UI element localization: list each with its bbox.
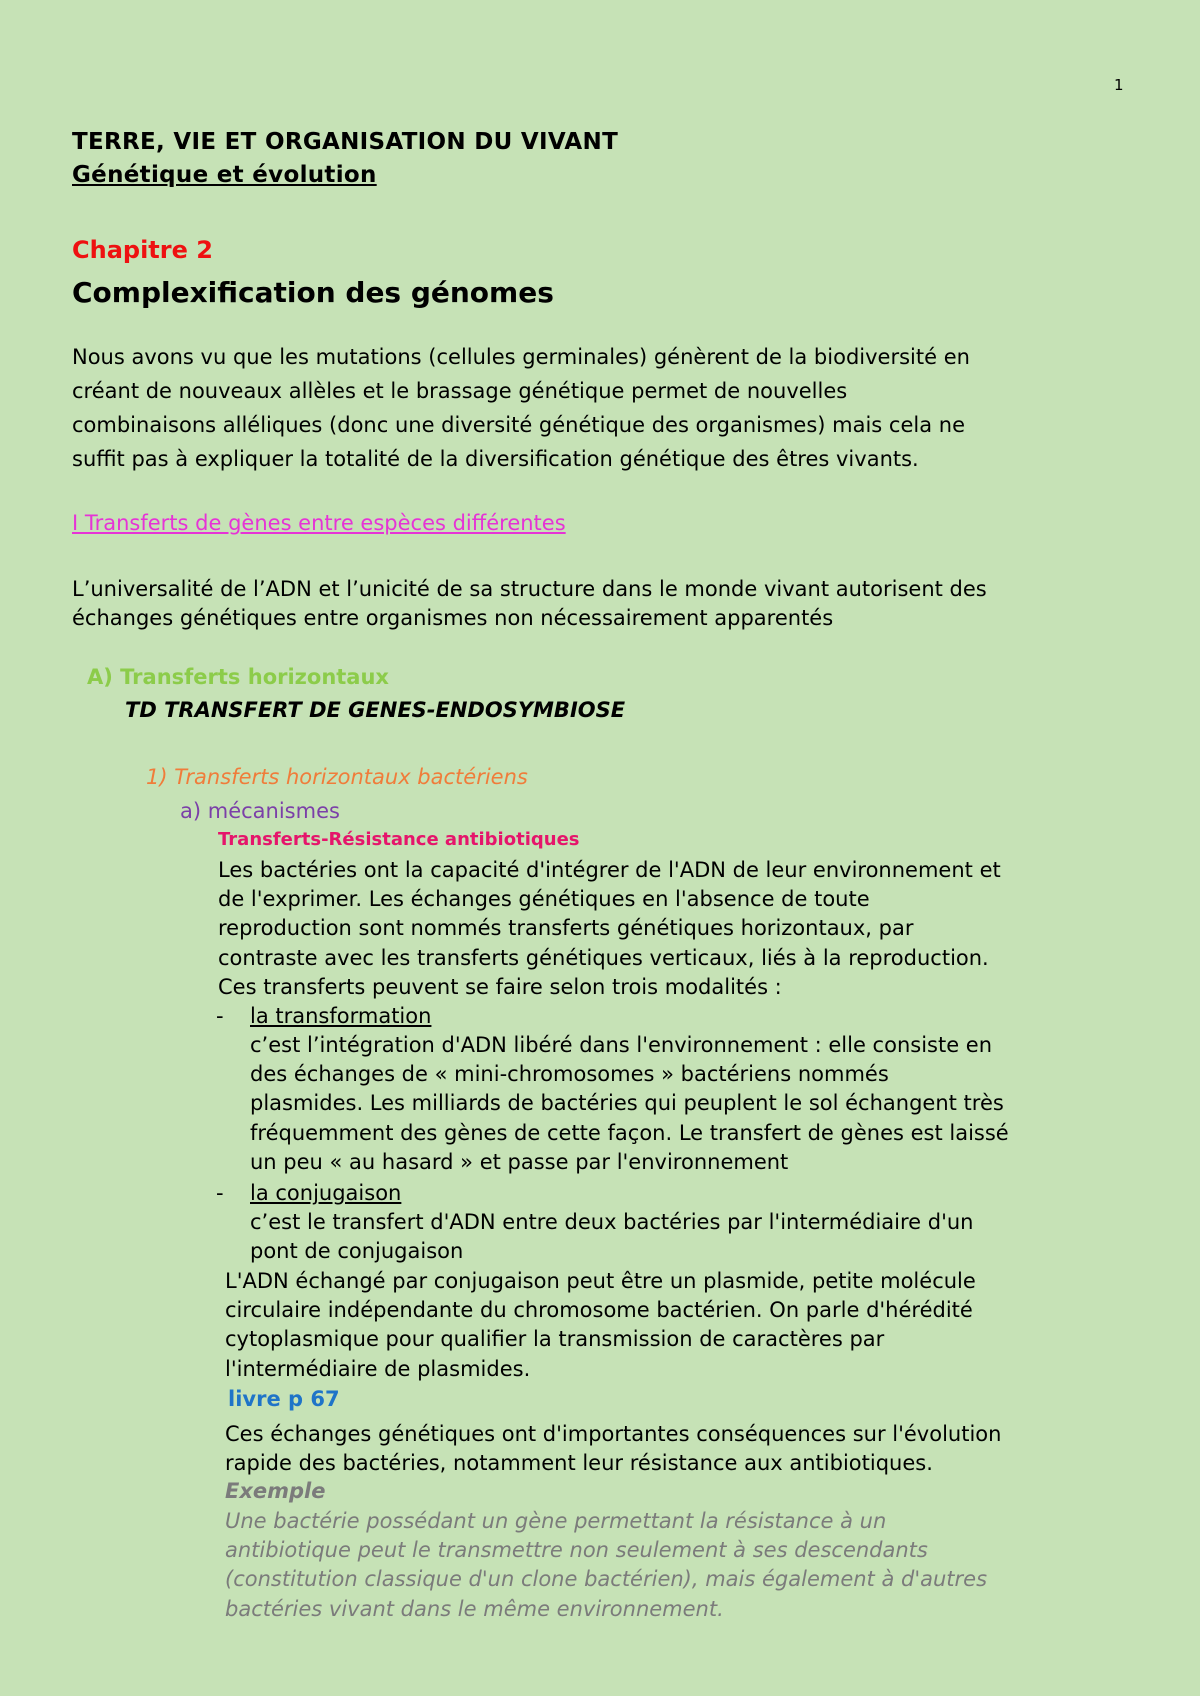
mechanisms-paragraph (218, 856, 1158, 1002)
example-line: antibiotique peut le transmettre non seulement à ses descendants (225, 1538, 928, 1563)
adn-line: circulaire indépendante du chromosome bactérien. On parle d'hérédité (225, 1298, 973, 1323)
chapter-label: Chapitre 2 (72, 236, 213, 264)
mechanisms-line: reproduction sont nommés transferts génétiques horizontaux, par (218, 916, 914, 941)
bullet-heading-conjugaison: la conjugaison (250, 1181, 402, 1205)
adn-line: cytoplasmique pour qualifier la transmission de caractères par (225, 1327, 885, 1352)
bullet-line: fréquemment des gènes de cette façon. Le transfert de gènes est laissé (250, 1120, 1009, 1145)
consequences-line: Ces échanges génétiques ont d'importantes conséquences sur l'évolution (225, 1422, 1002, 1446)
example-line: bactéries vivant dans le même environnement. (225, 1596, 724, 1621)
document-main-title: TERRE, VIE ET ORGANISATION DU VIVANT (72, 129, 619, 155)
textbook-reference: livre p 67 (228, 1387, 340, 1411)
example-line: (constitution classique d'un clone bactérien), mais également à d'autres (225, 1567, 988, 1592)
section-1-line: L’universalité de l’ADN et l’unicité de sa structure dans le monde vivant autorisent des (72, 577, 987, 601)
subsection-1-heading: 1) Transferts horizontaux bactériens (146, 765, 528, 789)
bullet-line: pont de conjugaison (250, 1239, 464, 1264)
bullet-body-transformation (250, 1031, 1150, 1177)
document-subtitle: Génétique et évolution (72, 162, 377, 188)
adn-line: l'intermédiaire de plasmides. (225, 1356, 531, 1381)
chapter-title: Complexification des génomes (72, 276, 554, 309)
bullet-line: plasmides. Les milliards de bactéries qui peuplent le sol échangent très (250, 1091, 1004, 1116)
intro-paragraph (72, 340, 1152, 476)
example-line: Une bactérie possédant un gène permettant la résistance à un (225, 1509, 887, 1533)
intro-line: Nous avons vu que les mutations (cellules germinales) génèrent de la biodiversité en (72, 345, 970, 369)
subsection-a-heading: a) mécanismes (180, 799, 340, 823)
section-1-line: échanges génétiques entre organismes non nécessairement apparentés (72, 606, 834, 630)
section-1-paragraph (72, 575, 1152, 633)
mechanisms-line: Les bactéries ont la capacité d'intégrer de l'ADN de leur environnement et (218, 858, 1001, 882)
bullet-line: c’est le transfert d'ADN entre deux bactéries par l'intermédiaire d'un (250, 1210, 974, 1234)
intro-line: créant de nouveaux allèles et le brassage génétique permet de nouvelles (72, 379, 848, 403)
page-number: 1 (1114, 76, 1124, 94)
bullet-line: un peu « au hasard » et passe par l'environnement (250, 1149, 789, 1174)
bullet-dash: - (216, 1181, 224, 1205)
bullet-body-conjugaison (250, 1208, 1150, 1266)
adn-line: L'ADN échangé par conjugaison peut être un plasmide, petite molécule (225, 1269, 976, 1293)
mechanisms-line: de l'exprimer. Les échanges génétiques en l'absence de toute (218, 887, 870, 912)
section-1-heading: I Transferts de gènes entre espèces différentes (72, 511, 566, 535)
bullet-heading-transformation: la transformation (250, 1004, 432, 1028)
consequences-line: rapide des bactéries, notamment leur résistance aux antibiotiques. (225, 1451, 933, 1476)
transfer-subheading: Transferts-Résistance antibiotiques (218, 829, 580, 850)
adn-paragraph (225, 1267, 1155, 1384)
section-a-heading: A) Transferts horizontaux (87, 665, 389, 689)
mechanisms-line: contraste avec les transferts génétiques verticaux, liés à la reproduction. (218, 945, 989, 970)
mechanisms-line: Ces transferts peuvent se faire selon trois modalités : (218, 974, 782, 999)
td-heading: TD TRANSFERT DE GENES-ENDOSYMBIOSE (125, 698, 626, 722)
intro-line: suffit pas à expliquer la totalité de la diversification génétique des êtres vivants. (72, 447, 919, 471)
consequences-paragraph (225, 1420, 1155, 1478)
intro-line: combinaisons alléliques (donc une diversité génétique des organismes) mais cela ne (72, 413, 965, 437)
example-paragraph (225, 1507, 1155, 1624)
bullet-line: c’est l’intégration d'ADN libéré dans l'environnement : elle consiste en (250, 1033, 993, 1057)
bullet-line: des échanges de « mini-chromosomes » bactériens nommés (250, 1062, 889, 1087)
example-label: Exemple (225, 1479, 326, 1503)
bullet-dash: - (216, 1004, 224, 1028)
